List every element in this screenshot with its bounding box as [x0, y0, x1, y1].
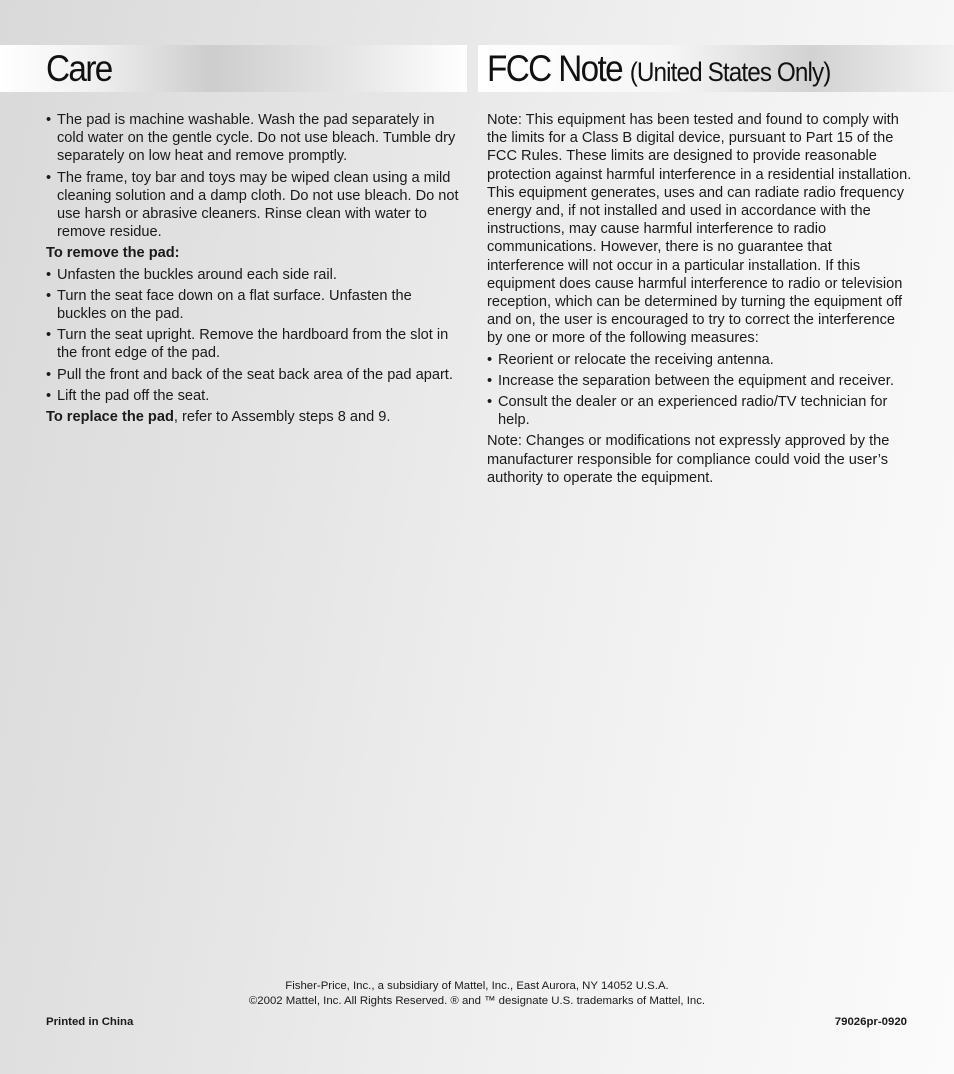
- bullet-icon: •: [487, 394, 493, 411]
- fcc-measure-text: Consult the dealer or an experienced radio/TV technician for help.: [498, 394, 888, 429]
- list-item: [487, 393, 912, 429]
- remove-pad-heading: To remove the pad:: [46, 245, 180, 262]
- footer-copyright-line: ©2002 Mattel, Inc. All Rights Reserved. ® and ™ designate U.S. trademarks of Mattel, Inc.: [248, 995, 706, 1007]
- replace-pad-paragraph: [46, 408, 461, 426]
- bullet-icon: •: [487, 372, 493, 389]
- remove-step-text: Turn the seat face down on a flat surface. Unfasten the buckles on the pad.: [57, 287, 412, 323]
- care-bullet-list: [46, 111, 461, 241]
- remove-step-text: Unfasten the buckles around each side rail.: [57, 266, 337, 283]
- fcc-header-band: [478, 45, 954, 92]
- fcc-title-main: FCC Note: [487, 48, 623, 89]
- list-item: [46, 387, 461, 405]
- list-item: [46, 169, 461, 242]
- list-item: [46, 111, 461, 166]
- list-item: [46, 326, 461, 362]
- remove-step-text: Pull the front and back of the seat back area of the pad apart.: [57, 366, 453, 383]
- list-item: [46, 366, 461, 384]
- fcc-note-paragraph: Note: This equipment has been tested and found to comply with the limits for a Class B digital device, pursuant to Part 15 of the FCC Rules. These limits are designed to provide reasonable protection against harmful interference in a residential installation. This equipment generates, uses and can radiate radio frequency energy and, if not installed and used in accordance with the instructions, may cause harmful interference to radio communications. However, there is no guarantee that interference will not occur in a particular installation. If this equipment does cause harmful interference to radio or television reception, which can be determined by turning the equipment off and on, the user is encouraged to try to correct the interference by one or more of the following measures:: [487, 112, 912, 347]
- bullet-icon: •: [487, 351, 493, 368]
- care-bullet-text: The frame, toy bar and toys may be wiped clean using a mild cleaning solution and a damp cloth. Do not use bleach. Do not use harsh or abrasive cleaners. Rinse clean with water to remove residue.: [57, 169, 459, 241]
- bullet-icon: •: [46, 169, 52, 186]
- care-title: Care: [46, 48, 112, 89]
- bullet-icon: •: [46, 366, 52, 383]
- fcc-title: [487, 50, 830, 87]
- footer-legal: [0, 979, 954, 1009]
- fcc-changes-note: Note: Changes or modifications not expressly approved by the manufacturer responsible for compliance could void the user’s authority to operate the equipment.: [487, 433, 890, 486]
- list-item: [487, 351, 912, 369]
- printed-in-label: Printed in China: [46, 1016, 134, 1028]
- fcc-measure-text: Reorient or relocate the receiving antenna.: [498, 351, 774, 368]
- list-item: [46, 287, 461, 323]
- list-item: [46, 266, 461, 284]
- bullet-icon: •: [46, 112, 52, 128]
- bullet-icon: •: [46, 327, 52, 344]
- footer-company-line: Fisher-Price, Inc., a subsidiary of Mattel, Inc., East Aurora, NY 14052 U.S.A.: [285, 980, 669, 992]
- fcc-measures-list: [487, 351, 912, 430]
- bullet-icon: •: [46, 387, 52, 404]
- care-header-band: [0, 45, 467, 92]
- list-item: [487, 372, 912, 390]
- fcc-measure-text: Increase the separation between the equipment and receiver.: [498, 372, 894, 389]
- remove-step-text: Lift the pad off the seat.: [57, 387, 210, 404]
- replace-pad-label: To replace the pad: [46, 409, 174, 426]
- replace-pad-text: , refer to Assembly steps 8 and 9.: [173, 409, 391, 426]
- fcc-section: [487, 111, 912, 490]
- fcc-subtitle: (United States Only): [629, 57, 831, 87]
- part-number-label: 79026pr-0920: [834, 1016, 907, 1028]
- bullet-icon: •: [46, 287, 52, 304]
- care-section: [46, 111, 461, 429]
- remove-pad-steps: [46, 266, 461, 405]
- bullet-icon: •: [46, 266, 52, 283]
- remove-step-text: Turn the seat upright. Remove the hardboard from the slot in the front edge of the pad.: [57, 327, 449, 362]
- care-bullet-text: The pad is machine washable. Wash the pad separately in cold water on the gentle cycle. Do not use bleach. Tumble dry separately on low heat and remove promptly.: [57, 112, 456, 165]
